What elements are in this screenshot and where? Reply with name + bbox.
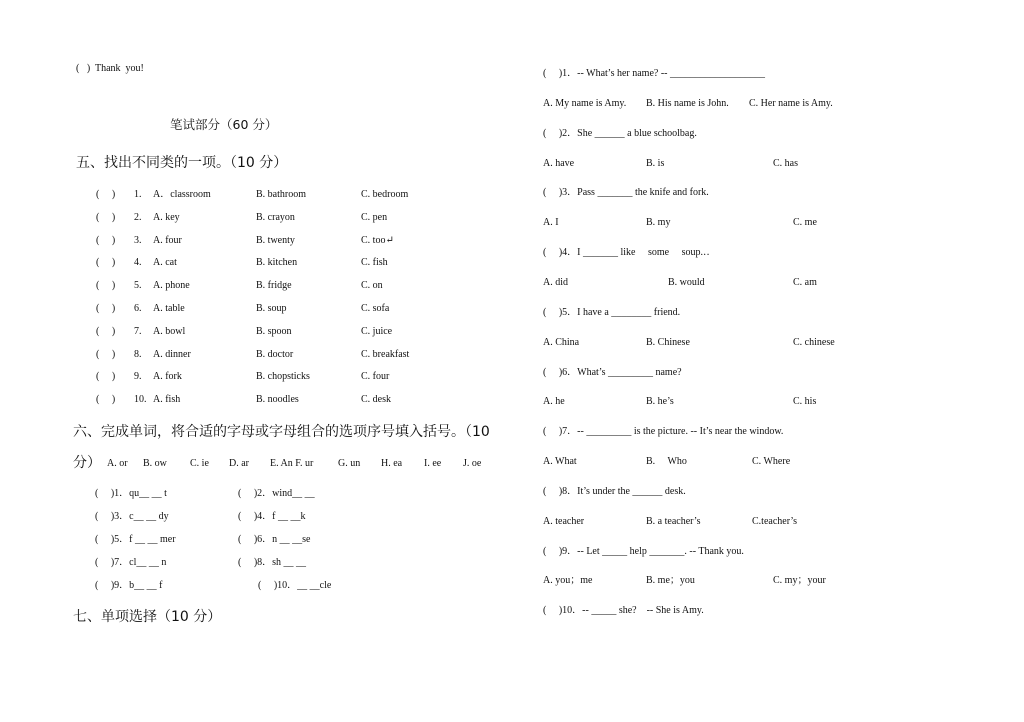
option-b: B. spoon [256,325,292,337]
item-number: 5. [134,280,142,292]
word-item: ( )8．sh __ __ [238,557,307,568]
question: ( )9．-- Let _____ help _______. -- Thank you. [543,545,744,557]
question: ( )3．Pass _______ the knife and fork. [543,187,709,199]
question: ( )8．It’s under the ______ desk. [543,485,686,497]
answer-option: C. me [793,217,817,229]
word-item: ( )10．__ __cle [258,580,332,591]
answer-option: A. My name is Amy. [543,97,627,109]
letter-option: E. An F. ur [270,458,314,469]
word-item: ( )4．f __ __k [238,511,306,522]
option-a: A. key [153,211,180,223]
answer-option: C. Where [752,456,791,467]
option-a: A. bowl [153,325,186,337]
option-b: B. twenty [256,234,295,246]
option-a: A. phone [153,280,190,292]
option-a: A. cat [153,257,177,269]
item-number: 1. [134,189,142,200]
answer-paren: ( ) [96,371,116,383]
answer-option: A. he [543,396,565,408]
letter-option: I. ee [424,458,442,469]
option-c: C. breakfast [361,348,410,360]
option-b: B. kitchen [256,257,298,269]
question: ( )2．She ______ a blue schoolbag. [543,127,697,139]
answer-option: B. is [646,157,665,169]
answer-paren: ( ) [96,280,116,292]
answer-paren: ( ) [96,211,116,223]
question: ( )4．I _______ like some soup.․․ [543,247,710,259]
option-a: A. four [153,234,182,246]
option-a: A. fish [153,394,181,406]
letter-option: G. un [338,458,361,469]
answer-option: B. he’s [646,396,674,408]
word-item: ( )6．n __ __se [238,534,311,545]
section7-title: 七、单项选择（10 分） [73,609,222,625]
answer-paren: ( ) [96,348,116,360]
question: ( )7．-- _________ is the picture. -- It’s near the window. [543,426,784,438]
answer-paren: ( ) [96,325,116,337]
answer-option: A. What [543,456,577,467]
word-item: ( )5．f __ __ mer [95,534,176,545]
word-item: ( )9．b__ __ f [95,580,163,591]
item-number: 7. [134,325,142,337]
item-number: 2. [134,211,142,223]
option-a: A．classroom [153,189,211,200]
letter-option: D. ar [229,458,249,469]
letter-option: C. ie [190,458,209,469]
item-number: 10. [134,394,147,406]
answer-option: C. has [773,157,798,169]
option-b: B. fridge [256,280,292,292]
option-b: B. noodles [256,394,299,406]
question: ( )1．-- What’s her name? -- ___________________ [543,68,765,79]
option-c: C. on [361,280,383,292]
option-b: B. soup [256,303,287,314]
option-c: C. juice [361,325,393,337]
answer-paren: ( ) [96,234,116,246]
option-c: C. four [361,371,390,383]
letter-option: B. ow [143,458,167,469]
answer-option: A. did [543,276,568,288]
option-c: C. pen [361,211,388,223]
answer-option: B. me；you [646,575,695,587]
letter-option: A. or [107,458,128,469]
word-item: ( )1．qu__ __ t [95,488,167,499]
word-item: ( )7．cl__ __ n [95,557,167,568]
answer-option: B. Chinese [646,336,690,348]
item-number: 8. [134,348,142,360]
section6-title-line2: 分） [73,455,101,471]
word-item: ( )2．wind__ __ [238,488,315,499]
answer-option: A. I [543,217,559,229]
answer-option: B. a teacher’s [646,515,701,527]
written-section-title: 笔试部分（60 分） [170,117,278,132]
option-a: A. fork [153,371,182,383]
option-b: B. bathroom [256,189,306,200]
option-b: B. chopsticks [256,371,310,383]
answer-option: A. you；me [543,575,593,587]
option-a: A. table [153,303,185,314]
option-c: C. bedroom [361,189,409,200]
item-number: 3. [134,234,142,246]
option-c: C. desk [361,394,391,406]
answer-paren: ( ) [96,189,116,200]
answer-paren: ( ) [96,257,116,269]
option-c: C. sofa [361,303,390,314]
item-number: 6. [134,303,142,314]
answer-option: A. have [543,157,575,169]
answer-option: C. Her name is Amy. [749,97,833,109]
answer-option: C. my；your [773,575,826,587]
answer-option: B. His name is John. [646,97,729,109]
question: ( )6．What’s _________ name? [543,366,682,378]
option-b: B. crayon [256,211,295,223]
option-a: A. dinner [153,348,191,360]
section6-title-line1: 六、完成单词，将合适的字母或字母组合的选项序号填入括号。（10 [73,424,490,440]
answer-option: C. am [793,276,817,288]
answer-option: C. his [793,396,817,408]
item-number: 4. [134,257,142,269]
item-number: 9. [134,371,142,383]
answer-option: C. chinese [793,336,835,348]
section5-title: 五、找出不同类的一项。（10 分） [76,155,288,171]
answer-option: B. would [668,276,705,288]
thank-you-line: ( ) Thank you! [76,63,144,74]
option-c: C. too↵ [361,234,394,246]
answer-option: A. teacher [543,515,585,527]
answer-paren: ( ) [96,394,116,406]
question: ( )10．-- _____ she? -- She is Amy. [543,605,704,617]
answer-option: A. China [543,336,580,348]
option-c: C. fish [361,257,388,269]
letter-option: H. ea [381,458,403,469]
option-b: B. doctor [256,348,294,360]
answer-option: C.teacher’s [752,515,798,527]
letter-option: J. oe [463,458,482,469]
answer-paren: ( ) [96,303,116,314]
answer-option: B. Who [646,456,687,467]
word-item: ( )3．c__ __ dy [95,511,169,522]
question: ( )5．I have a ________ friend. [543,306,681,318]
answer-option: B. my [646,217,671,229]
